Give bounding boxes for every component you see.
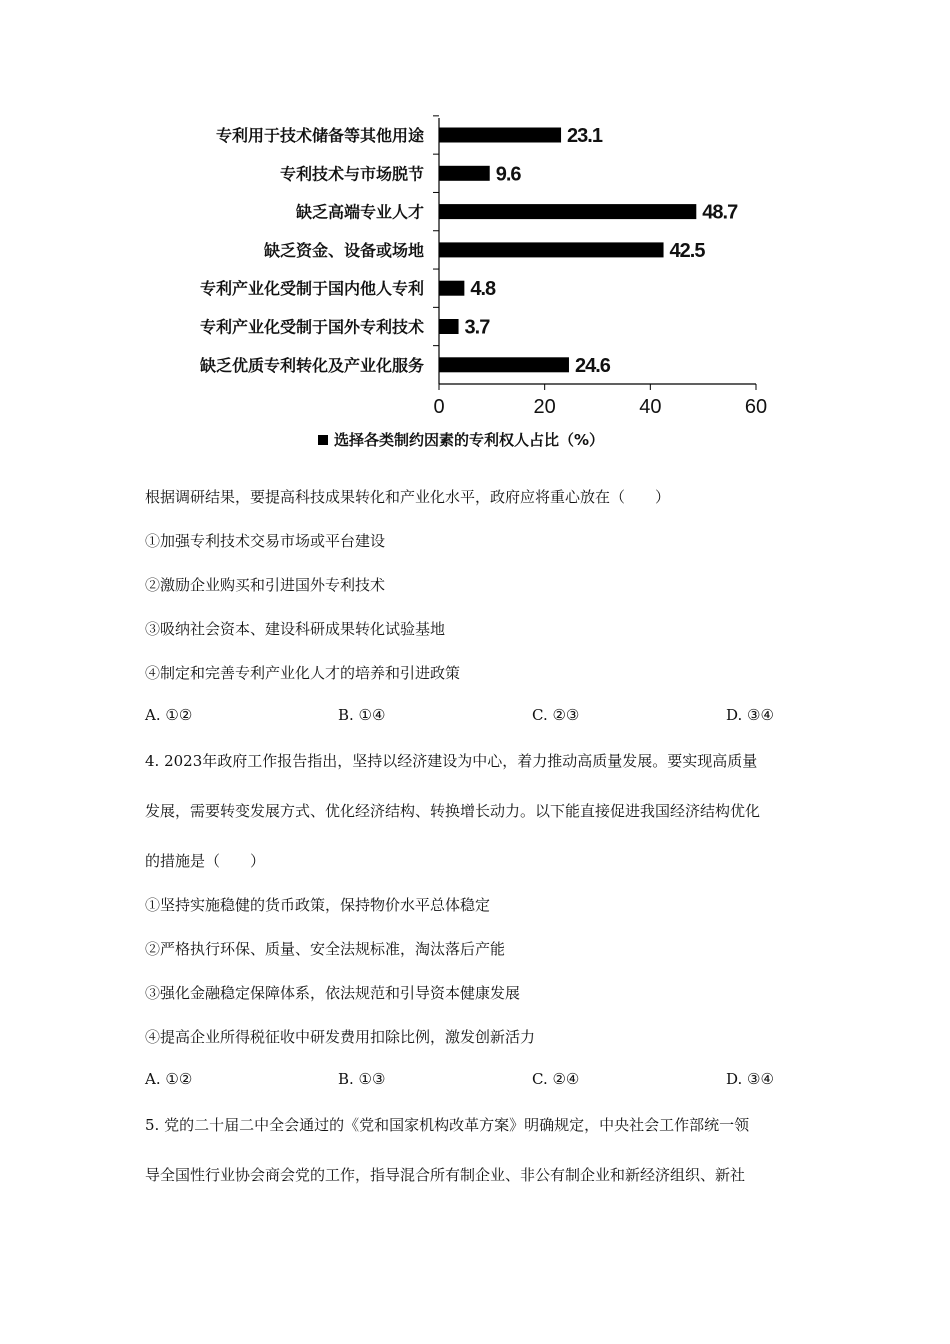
q4-stem-line-2: 发展，需要转变发展方式、优化经济结构、转换增长动力。以下能直接促进我国经济结构优化 bbox=[145, 802, 761, 820]
q3-item-1: ①加强专利技术交易市场或平台建设 bbox=[145, 532, 386, 550]
category-label: 专利技术与市场脱节 bbox=[279, 164, 424, 184]
bar bbox=[439, 319, 459, 334]
q3-option-c: C. ②③ bbox=[532, 706, 580, 724]
category-label: 缺乏高端专业人才 bbox=[295, 202, 424, 222]
data-label: 3.7 bbox=[464, 316, 490, 339]
q4-item-1: ①坚持实施稳健的货币政策，保持物价水平总体稳定 bbox=[145, 896, 491, 914]
category-label: 专利产业化受制于国外专利技术 bbox=[199, 317, 424, 337]
q3-option-b: B. ①④ bbox=[338, 706, 386, 724]
x-tick-label: 20 bbox=[533, 396, 556, 418]
category-label: 专利产业化受制于国内他人专利 bbox=[199, 279, 424, 299]
q4-option-d: D. ③④ bbox=[726, 1070, 774, 1088]
data-label: 48.7 bbox=[702, 201, 738, 224]
chart-legend bbox=[318, 429, 604, 450]
bar bbox=[439, 166, 490, 181]
category-label: 专利用于技术储备等其他用途 bbox=[215, 126, 424, 145]
q4-item-2: ②严格执行环保、质量、安全法规标准，淘汰落后产能 bbox=[145, 940, 506, 958]
q4-option-c: C. ②④ bbox=[532, 1070, 580, 1088]
q5-stem-line-2: 导全国性行业协会商会党的工作，指导混合所有制企业、非公有制企业和新经济组织、新社 bbox=[145, 1166, 746, 1184]
q3-item-3: ③吸纳社会资本、建设科研成果转化试验基地 bbox=[145, 620, 446, 638]
q4-item-4: ④提高企业所得税征收中研发费用扣除比例，激发创新活力 bbox=[145, 1028, 536, 1046]
bar bbox=[439, 357, 569, 372]
bar-chart bbox=[0, 0, 950, 420]
bar bbox=[439, 128, 561, 143]
data-label: 42.5 bbox=[669, 239, 705, 262]
data-label: 23.1 bbox=[567, 125, 602, 147]
q5-stem-line-1: 5. 党的二十届二中全会通过的《党和国家机构改革方案》明确规定，中央社会工作部统一领 bbox=[145, 1116, 750, 1134]
q4-stem-line-1: 4. 2023年政府工作报告指出，坚持以经济建设为中心，着力推动高质量发展。要实现高质量 bbox=[145, 752, 758, 770]
x-tick-label: 0 bbox=[433, 396, 445, 418]
q4-option-b: B. ①③ bbox=[338, 1070, 386, 1088]
x-tick-label: 40 bbox=[639, 396, 662, 418]
bar bbox=[439, 242, 664, 257]
bar bbox=[439, 204, 696, 219]
q3-option-a: A. ①② bbox=[145, 706, 193, 724]
q3-item-2: ②激励企业购买和引进国外专利技术 bbox=[145, 576, 386, 594]
q3-item-4: ④制定和完善专利产业化人才的培养和引进政策 bbox=[145, 664, 461, 682]
legend-swatch bbox=[318, 435, 328, 445]
q3-stem: 根据调研结果，要提高科技成果转化和产业化水平，政府应将重心放在（ ） bbox=[145, 488, 671, 506]
category-label: 缺乏优质专利转化及产业化服务 bbox=[199, 355, 424, 375]
data-label: 24.6 bbox=[574, 354, 610, 377]
bar bbox=[439, 281, 464, 296]
q3-option-d: D. ③④ bbox=[726, 706, 774, 724]
q4-stem-line-3: 的措施是（ ） bbox=[145, 852, 266, 870]
q4-item-3: ③强化金融稳定保障体系，依法规范和引导资本健康发展 bbox=[145, 984, 521, 1002]
x-tick-label: 60 bbox=[744, 396, 768, 418]
category-label: 缺乏资金、设备或场地 bbox=[263, 240, 424, 260]
q4-option-a: A. ①② bbox=[145, 1070, 193, 1088]
legend-label: 选择各类制约因素的专利权人占比（%） bbox=[334, 431, 605, 449]
data-label: 4.8 bbox=[470, 278, 496, 301]
data-label: 9.6 bbox=[495, 163, 521, 186]
